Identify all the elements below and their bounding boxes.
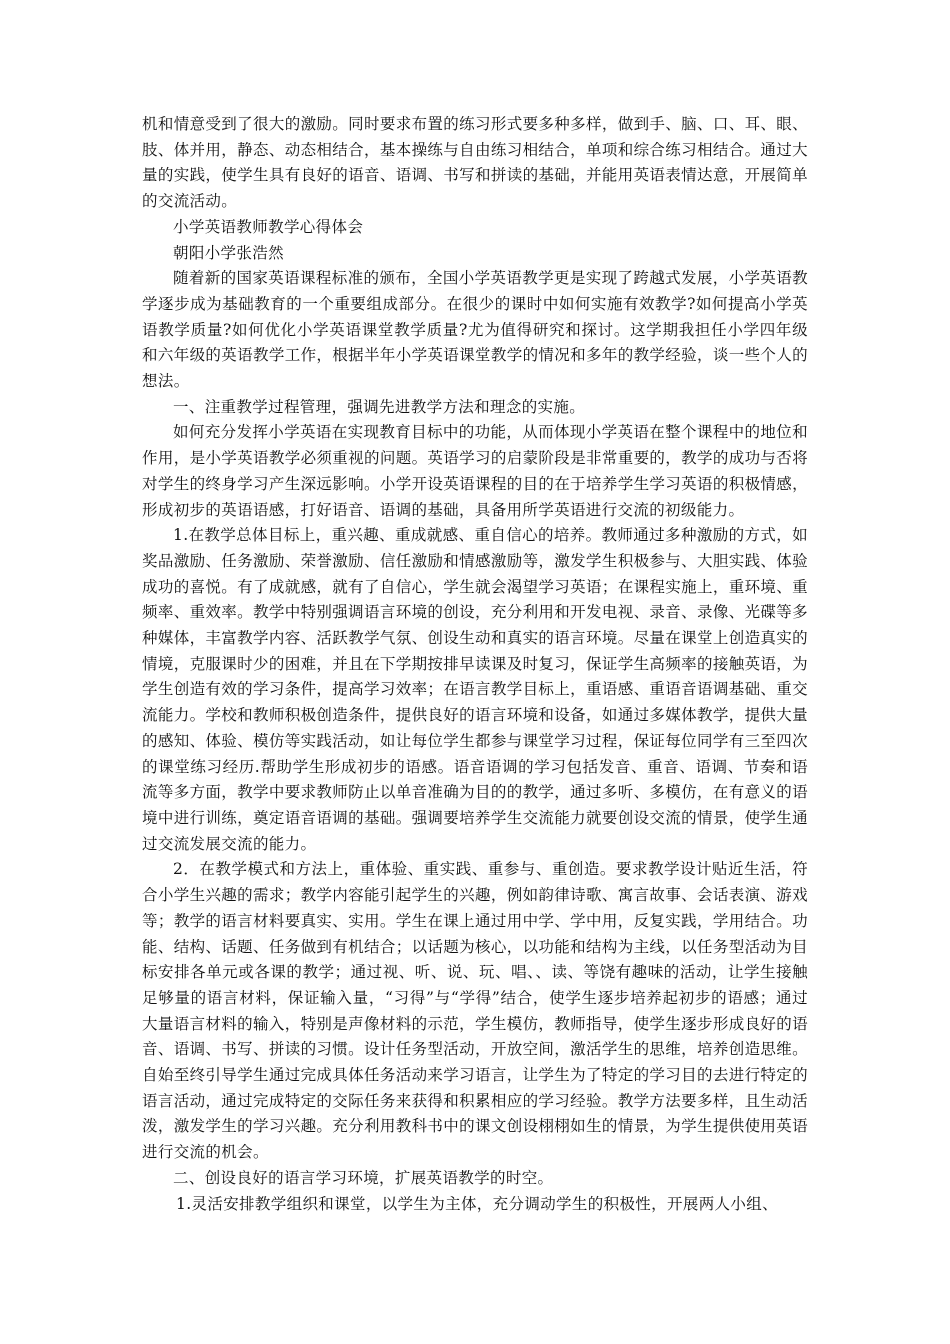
intro-paragraph: 随着新的国家英语课程标准的颁布，全国小学英语教学更是实现了跨越式发展，小学英语教学逐步成为基础教育的一个重要组成部分。在很少的课时中如何实施有效教学?如何提高小学英语教学质量?如何优化小学英语课堂教学质量?尤为值得研究和探讨。这学期我担任小学四年级和六年级的英语教学工作，根据半年小学英语课堂教学的情况和多年的教学经验，谈一些个人的想法。 (142, 269, 808, 391)
author-line: 朝阳小学张浩然 (173, 243, 284, 262)
document-body (142, 112, 808, 1217)
paragraph-continuation: 机和情意受到了很大的激励。同时要求布置的练习形式要多种多样，做到手、脑、口、耳、眼、肢、体并用，静态、动态相结合，基本操练与自由练习相结合，单项和综合练习相结合。通过大量的实践，使学生具有良好的语音、语调、书写和拼读的基础，并能用英语表情达意，开展简单的交流活动。 (142, 115, 808, 211)
section-heading-2: 二、创设良好的语言学习环境，扩展英语教学的时空。 (173, 1168, 554, 1187)
section-1-point-1: 1.在教学总体目标上，重兴趣、重成就感、重自信心的培养。教师通过多种激励的方式，如奖品激励、任务激励、荣誉激励、信任激励和情感激励等，激发学生积极参与、大胆实践、体验成功的喜悦。有了成就感，就有了自信心，学生就会渴望学习英语；在课程实施上，重环境、重频率、重效率。教学中特别强调语言环境的创设，充分利用和开发电视、录音、录像、光碟等多种媒体，丰富教学内容、活跃教学气氛、创设生动和真实的语言环境。尽量在课堂上创造真实的情境，克服课时少的困难，并且在下学期按排早读课及时复习，保证学生高频率的接触英语，为学生创造有效的学习条件，提高学习效率；在语言教学目标上，重语感、重语音语调基础、重交流能力。学校和教师积极创造条件，提供良好的语言环境和设备，如通过多媒体教学，提供大量的感知、体验、模仿等实践活动，如让每位学生都参与课堂学习过程，保证每位同学有三至四次的课堂练习经历.帮助学生形成初步的语感。语音语调的学习包括发音、重音、语调、节奏和语流等多方面，教学中要求教师防止以单音准确为目的的教学，通过多听、多模仿，在有意义的语境中进行训练，奠定语音语调的基础。强调要培养学生交流能力就要创设交流的情景，使学生通过交流发展交流的能力。 (142, 526, 808, 853)
section-heading-1: 一、注重教学过程管理，强调先进教学方法和理念的实施。 (173, 397, 586, 416)
essay-title: 小学英语教师教学心得体会 (173, 217, 364, 236)
section-1-point-2: 2．在教学模式和方法上，重体验、重实践、重参与、重创造。要求教学设计贴近生活，符合小学生兴趣的需求；教学内容能引起学生的兴趣，例如韵律诗歌、寓言故事、会话表演、游戏等；教学的语言材料要真实、实用。学生在课上通过用中学、学中用，反复实践，学用结合。功能、结构、话题、任务做到有机结合；以话题为核心，以功能和结构为主线，以任务型活动为目标安排各单元或各课的教学；通过视、听、说、玩、唱、、读、等饶有趣味的活动，让学生接触足够量的语言材料，保证输入量，“习得”与“学得”结合，使学生逐步培养起初步的语感；通过大量语言材料的输入，特别是声像材料的示范，学生模仿，教师指导，使学生逐步形成良好的语音、语调、书写、拼读的习惯。设计任务型活动，开放空间，激活学生的思维，培养创造思维。自始至终引导学生通过完成具体任务活动来学习语言，让学生为了特定的学习目的去进行特定的语言活动，通过完成特定的交际任务来获得和积累相应的学习经验。教学方法要多样，且生动活泼，激发学生的学习兴趣。充分利用教科书中的课文创设栩栩如生的情景，为学生提供使用英语进行交流的机会。 (142, 860, 808, 1162)
section-2-point-1: 1.灵活安排教学组织和课堂，以学生为主体，充分调动学生的积极性，开展两人小组、 (176, 1194, 778, 1213)
section-1-paragraph: 如何充分发挥小学英语在实现教育目标中的功能，从而体现小学英语在整个课程中的地位和作用，是小学英语教学必须重视的问题。英语学习的启蒙阶段是非常重要的，教学的成功与否将对学生的终身学习产生深远影响。小学开设英语课程的目的在于培养学生学习英语的积极情感，形成初步的英语语感，打好语音、语调的基础，具备用所学英语进行交流的初级能力。 (142, 423, 808, 519)
